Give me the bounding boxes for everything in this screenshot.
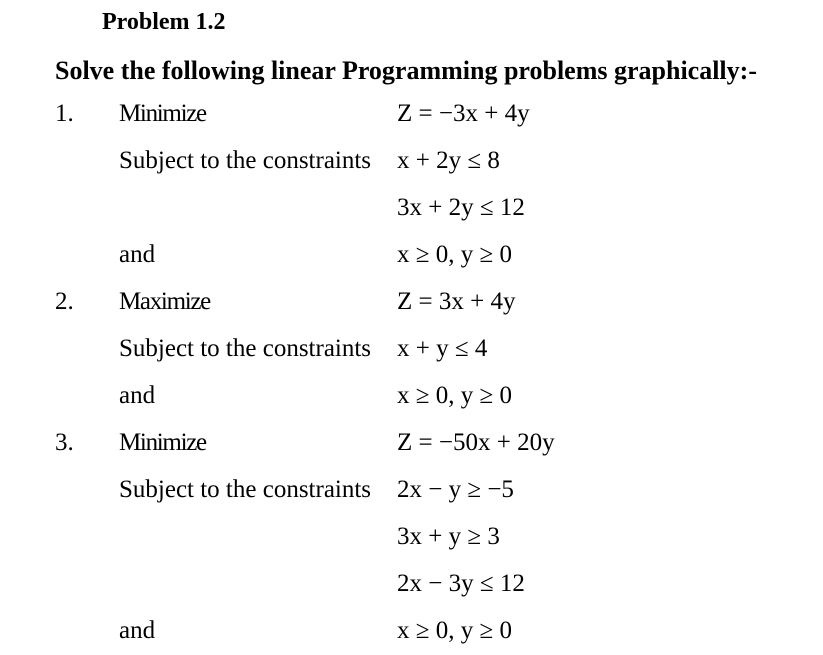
constraint: 2x − 3y ≤ 12 — [397, 570, 525, 597]
section-heading: Problem 1.2 — [102, 9, 226, 35]
objective-function: Z = −50x + 20y — [397, 429, 555, 456]
nonnegativity-constraint: x ≥ 0, y ≥ 0 — [397, 382, 512, 409]
and-label: and — [119, 241, 156, 268]
objective-function: Z = 3x + 4y — [397, 288, 516, 315]
objective-type: Minimize — [119, 429, 206, 456]
constraint: 3x + y ≥ 3 — [397, 523, 500, 550]
constraints-label: Subject to the constraints — [119, 147, 372, 174]
constraint: 3x + 2y ≤ 12 — [397, 194, 525, 221]
objective-type: Maximize — [119, 288, 210, 315]
nonnegativity-constraint: x ≥ 0, y ≥ 0 — [397, 617, 512, 644]
constraint: 2x − y ≥ −5 — [397, 476, 514, 503]
instruction-title: Solve the following linear Programming problems graphically:- — [55, 56, 757, 85]
problem-number: 3. — [55, 429, 74, 456]
nonnegativity-constraint: x ≥ 0, y ≥ 0 — [397, 241, 512, 268]
problem-number: 1. — [55, 100, 74, 127]
objective-function: Z = −3x + 4y — [397, 100, 530, 127]
constraint: x + y ≤ 4 — [397, 335, 488, 362]
and-label: and — [119, 382, 156, 409]
problem-number: 2. — [55, 288, 74, 315]
objective-type: Minimize — [119, 100, 206, 127]
and-label: and — [119, 617, 156, 644]
constraints-label: Subject to the constraints — [119, 335, 372, 362]
constraints-label: Subject to the constraints — [119, 476, 372, 503]
constraint: x + 2y ≤ 8 — [397, 147, 500, 174]
